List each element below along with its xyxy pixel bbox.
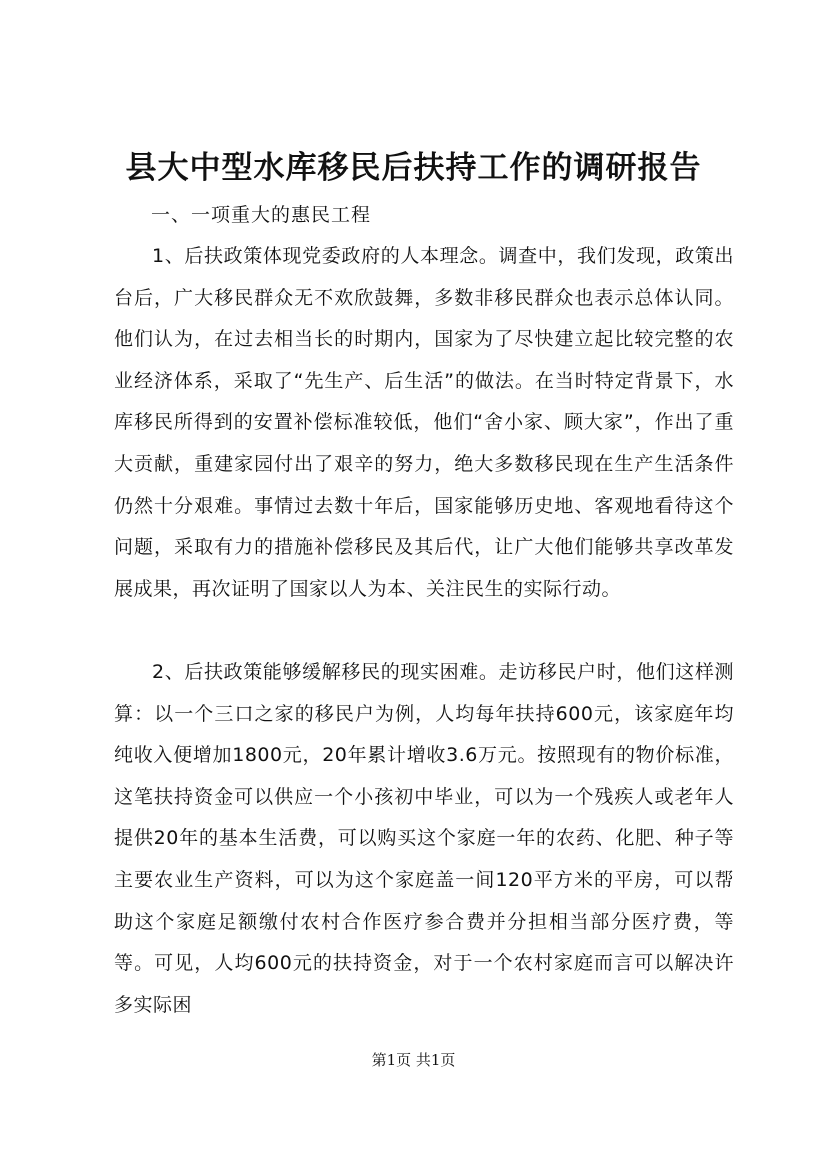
paragraph-2: 2、后扶政策能够缓解移民的现实困难。走访移民户时，他们这样测算：以一个三口之家的移民户为例，人均每年扶持600元，该家庭年均纯收入便增加1800元，20年累计增收3.6万元。按照现有的物价标准，这笔扶持资金可以供应一个小孩初中毕业，可以为一个残疾人或老年人提供20年的基本生活费，可以购买这个家庭一年的农药、化肥、种子等主要农业生产资料，可以为这个家庭盖一间120平方米的平房，可以帮助这个家庭足额缴付农村合作医疗参合费并分担相当部分医疗费，等等。可见，人均600元的扶持资金，对于一个农村家庭而言可以解决许多实际困 xyxy=(114,661,734,1016)
paragraph-1: 1、后扶政策体现党委政府的人本理念。调查中，我们发现，政策出台后，广大移民群众无不欢欣鼓舞，多数非移民群众也表示总体认同。他们认为，在过去相当长的时期内，国家为了尽快建立起比较完整的农业经济体系，采取了“先生产、后生活”的做法。在当时特定背景下，水库移民所得到的安置补偿标准较低，他们“舍小家、顾大家”，作出了重大贡献，重建家园付出了艰辛的努力，绝大多数移民现在生产生活条件仍然十分艰难。事情过去数十年后，国家能够历史地、客观地看待这个问题，采取有力的措施补偿移民及其后代，让广大他们能够共享改革发展成果，再次证明了国家以人为本、关注民生的实际行动。 xyxy=(114,245,734,600)
page-footer: 第1页 共1页 xyxy=(371,1051,456,1069)
document-title: 县大中型水库移民后扶持工作的调研报告 xyxy=(125,150,702,186)
section-heading: 一、一项重大的惠民工程 xyxy=(151,204,372,226)
